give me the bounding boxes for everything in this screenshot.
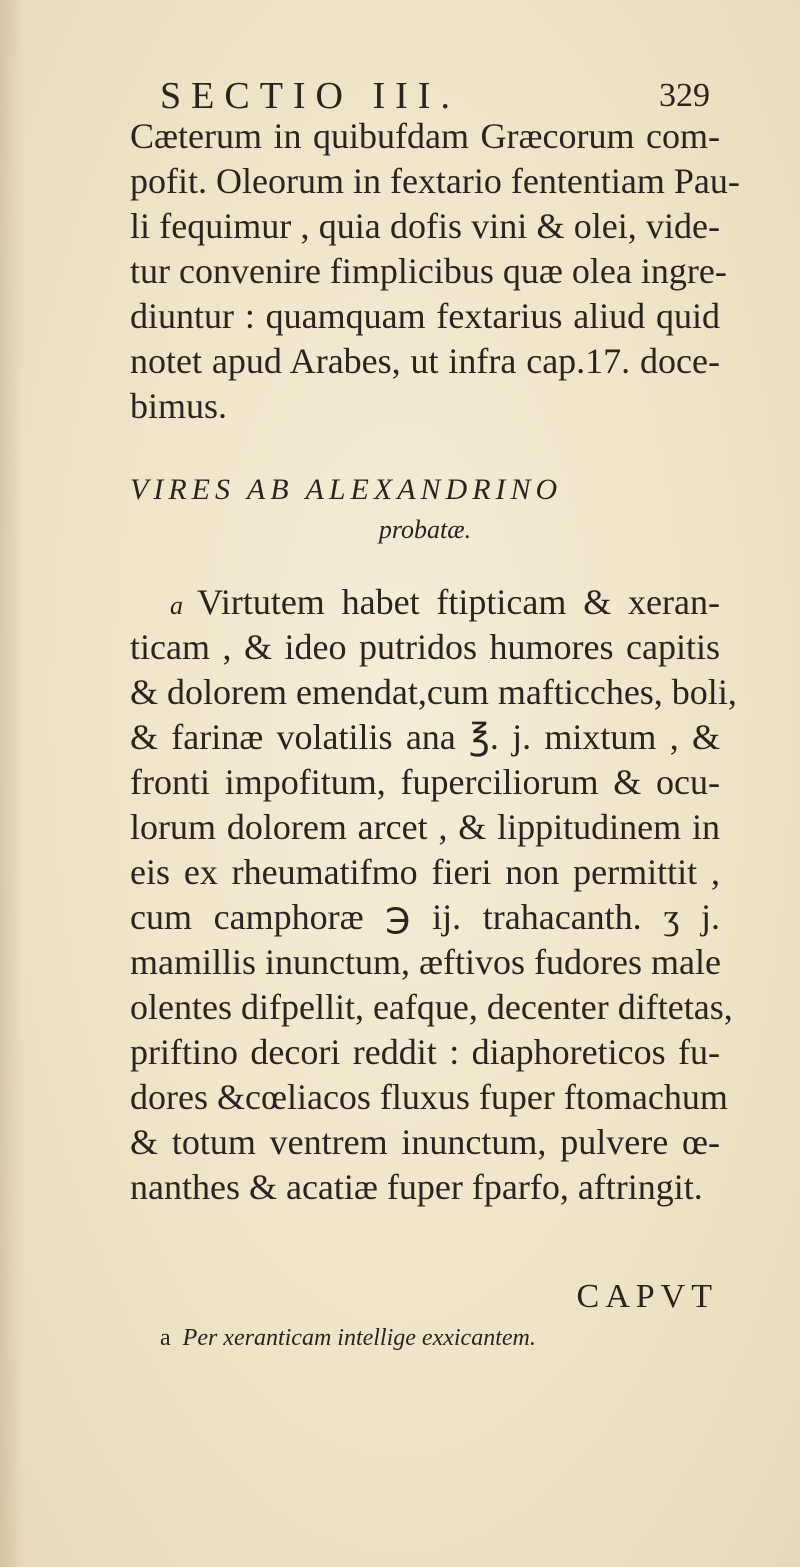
running-title: SECTIO III. — [160, 75, 460, 117]
text-line — [130, 580, 720, 625]
text-line: diuntur : quamquam fextarius aliud quid — [130, 296, 720, 336]
footnote-marker: a — [160, 1325, 171, 1351]
paragraph-1 — [130, 114, 740, 429]
text-line: dores &cœliacos fluxus fuper ftomachum — [130, 1077, 728, 1117]
running-head — [160, 72, 720, 120]
text-line-content: Virtutem habet ftipticam & xeran- — [197, 582, 720, 622]
text-line: notet apud Arabes, ut infra cap.17. doce- — [130, 341, 720, 381]
text-line: pofit. Oleorum in fextario fententiam Pau- — [130, 161, 740, 201]
text-line: olentes difpellit, eafque, decenter diftetas, — [130, 987, 733, 1027]
catchword: CAPVT — [576, 1278, 718, 1315]
text-line: & totum ventrem inunctum, pulvere œ- — [130, 1122, 720, 1162]
text-line: priftino decori reddit : diaphoreticos fu- — [130, 1032, 720, 1072]
text-line: tur convenire fimplicibus quæ olea ingre- — [130, 251, 727, 291]
footnote — [160, 1320, 720, 1356]
paragraph-2 — [130, 580, 737, 1210]
text-line: & dolorem emendat,cum mafticches, boli, — [130, 672, 737, 712]
page-gutter-shadow — [0, 0, 24, 1567]
text-line: cum camphoræ ℈ ij. trahacanth. ʒ j. — [130, 897, 720, 937]
section-subheading: probatæ. — [378, 515, 472, 544]
text-line: & farinæ volatilis ana ℥. j. mixtum , & — [130, 717, 720, 757]
text-line: eis ex rheumatifmo fieri non permittit , — [130, 852, 720, 892]
text-line: bimus. — [130, 386, 228, 426]
text-line: fronti impofitum, fuperciliorum & ocu- — [130, 762, 720, 802]
text-line: li fequimur , quia dofis vini & olei, vide- — [130, 206, 720, 246]
text-line: nanthes & acatiæ fuper fparfo, aftringit. — [130, 1167, 703, 1207]
text-line: ticam , & ideo putridos humores capitis — [130, 627, 720, 667]
text-line: Cæterum in quibufdam Græcorum com- — [130, 116, 720, 156]
footnote-text: Per xeranticam intellige exxicantem. — [182, 1325, 536, 1351]
text-line: mamillis inunctum, æftivos fudores male — [130, 942, 721, 982]
page-number: 329 — [659, 77, 710, 114]
footnote-reference-marker: a — [170, 591, 183, 620]
text-line: lorum dolorem arcet , & lippitudinem in — [130, 807, 720, 847]
section-heading: VIRES AB ALEXANDRINO — [130, 473, 563, 506]
